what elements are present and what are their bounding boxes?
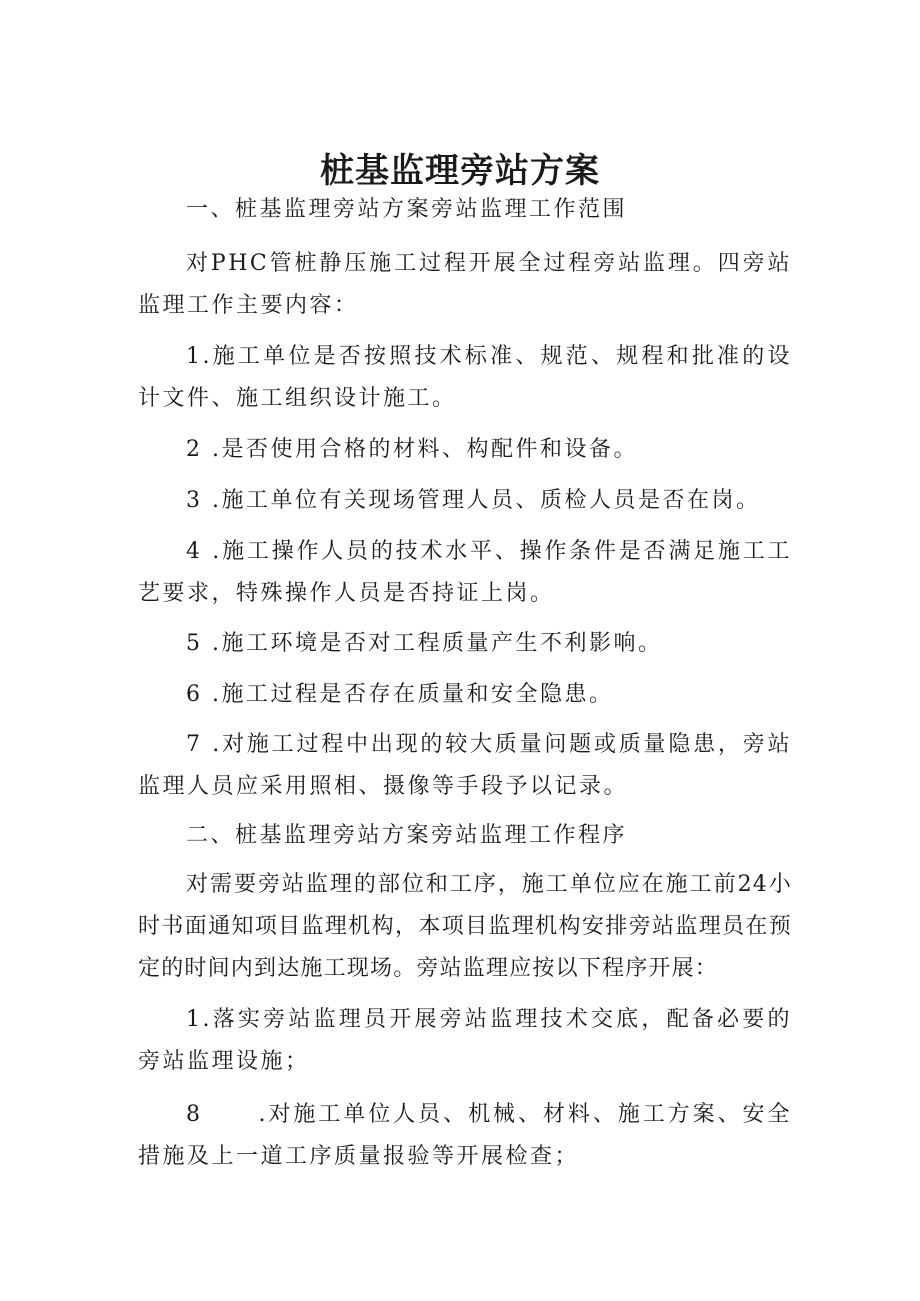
list-item-7: 7 .对施工过程中出现的较大质量问题或质量隐患，旁站监理人员应采用照相、摄像等手段予以记录。 bbox=[138, 732, 792, 799]
list-item-5: 5 .施工环境是否对工程质量产生不利影响。 bbox=[186, 631, 663, 656]
section-heading-1: 一、桩基监理旁站方案旁站监理工作范围 bbox=[186, 197, 628, 222]
list-item-4: 4 .施工操作人员的技术水平、操作条件是否满足施工工艺要求，特殊操作人员是否持证上岗。 bbox=[138, 539, 792, 606]
procedure-step-text: .对施工单位人员、机械、材料、施工方案、安全措施及上一道工序质量报验等开展检查； bbox=[138, 1102, 792, 1169]
procedure-step-8 bbox=[138, 1094, 792, 1178]
procedure-step-1: 1.落实旁站监理员开展旁站监理技术交底，配备必要的旁站监理设施； bbox=[138, 1007, 792, 1074]
list-item-1: 1.施工单位是否按照技术标准、规范、规程和批准的设计文件、施工组织设计施工。 bbox=[138, 344, 792, 411]
list-item-3: 3 .施工单位有关现场管理人员、质检人员是否在岗。 bbox=[186, 488, 761, 513]
document-title: 桩基监理旁站方案 bbox=[320, 150, 600, 191]
list-item-2: 2 .是否使用合格的材料、构配件和设备。 bbox=[186, 437, 638, 462]
procedure-step-number: 8 bbox=[186, 1102, 203, 1127]
paragraph-procedure: 对需要旁站监理的部位和工序，施工单位应在施工前24小时书面通知项目监理机构，本项目监理机构安排旁站监理员在预定的时间内到达施工现场。旁站监理应按以下程序开展： bbox=[138, 872, 792, 981]
section-heading-2: 二、桩基监理旁站方案旁站监理工作程序 bbox=[186, 823, 628, 848]
list-item-6: 6 .施工过程是否存在质量和安全隐患。 bbox=[186, 682, 614, 707]
paragraph-scope: 对PHC管桩静压施工过程开展全过程旁站监理。四旁站监理工作主要内容： bbox=[138, 251, 792, 318]
